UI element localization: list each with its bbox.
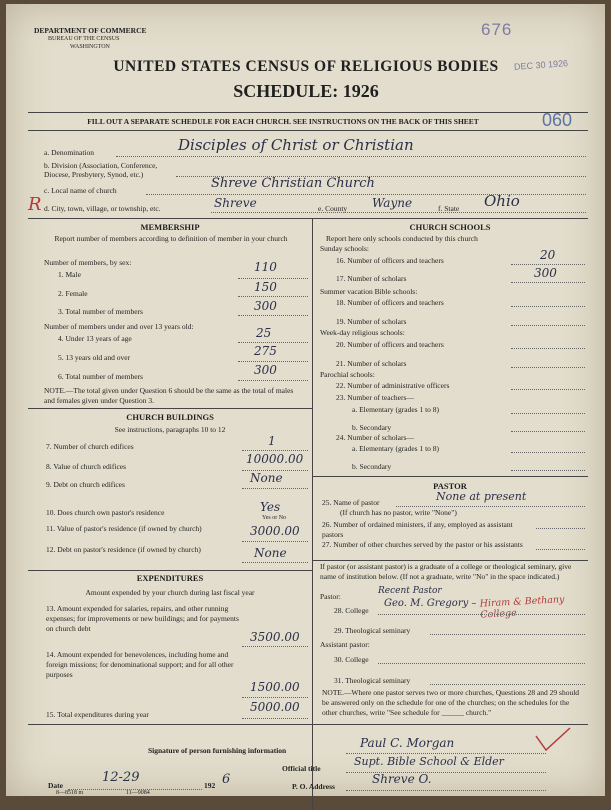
print-code: 8—8518 m (56, 790, 84, 796)
instruction-line: FILL OUT A SEPARATE SCHEDULE FOR EACH CHURCH. SEE INSTRUCTIONS ON THE BACK OF THIS SHEET (87, 117, 479, 126)
weekday-label: Week-day religious schools: (320, 328, 405, 337)
q31-label: 31. Theological seminary (334, 676, 411, 685)
year-suffix: 6 (222, 772, 231, 787)
q15-value: 5000.00 (250, 700, 300, 714)
q5-value: 275 (254, 344, 277, 358)
signature-value: Paul C. Morgan (360, 736, 455, 750)
assistant-label: Assistant pastor: (320, 640, 370, 649)
q13-value: 3500.00 (250, 630, 300, 644)
q7-value: 1 (268, 434, 276, 448)
denomination-value: Disciples of Christ or Christian (178, 136, 414, 154)
q2-label: 2. Female (58, 289, 88, 298)
church-name-value: Shreve Christian Church (211, 176, 375, 191)
q1-value: 110 (254, 260, 277, 274)
membership-note: NOTE.—The total given under Question 6 should be the same as the total of males and females given under Question 3. (44, 386, 294, 405)
q4-value: 25 (256, 326, 272, 340)
q8-label: 8. Value of church edifices (46, 462, 127, 471)
q26-label: 26. Number of ordained ministers, if any, employed as assistant pastors (322, 520, 513, 539)
print-code-2: 11—9084 (126, 790, 150, 796)
q28-value: Geo. M. Gregory – (384, 598, 477, 609)
q9-value: None (250, 471, 283, 485)
q25-label: 25. Name of pastor (322, 498, 380, 507)
r-mark: R (28, 194, 42, 215)
year-prefix: 192 (204, 781, 216, 790)
q19-label: 19. Number of scholars (336, 317, 407, 326)
q16-label: 16. Number of officers and teachers (336, 256, 444, 265)
po-address-label: P. O. Address (292, 782, 335, 791)
q25-note: (If church has no pastor, write "None") (340, 508, 457, 517)
q30-label: 30. College (334, 655, 369, 664)
pastor-note: NOTE.—Where one pastor serves two or more churches, Questions 28 and 29 should be answered only on the schedule for one of the churches; on the schedules for the other churches, write "See schedule for ______ church." (322, 688, 580, 717)
membership-heading: MEMBERSHIP (140, 222, 200, 232)
bureau-heading: BUREAU OF THE CENSUS (48, 36, 120, 42)
date-label: Date (48, 781, 63, 790)
buildings-sub: See instructions, paragraphs 10 to 12 (114, 425, 226, 434)
graduate-note: If pastor (or assistant pastor) is a graduate of a college or theological seminary, give name of institution below. (If not a graduate, write "No" in the space indicated.) (320, 562, 572, 581)
official-title-label: Official title (282, 764, 321, 773)
q22-label: 22. Number of administrative officers (336, 381, 450, 390)
q11-value: 3000.00 (250, 524, 300, 538)
signature-label: Signature of person furnishing information (148, 746, 287, 755)
pastor-heading: PASTOR (433, 481, 467, 491)
q29-label: 29. Theological seminary (334, 626, 411, 635)
pastor-sub-label: Pastor: (320, 592, 341, 601)
q10-label: 10. Does church own pastor's residence (46, 508, 165, 517)
q18-label: 18. Number of officers and teachers (336, 298, 444, 307)
official-title-value: Supt. Bible School & Elder (354, 755, 504, 768)
po-address-value: Shreve O. (372, 772, 432, 786)
state-label: f. State (438, 204, 460, 213)
q1-label: 1. Male (58, 270, 81, 279)
state-value: Ohio (484, 192, 520, 210)
city-label: d. City, town, village, or township, etc. (44, 204, 161, 213)
q10-value: Yes (260, 500, 281, 514)
q17-value: 300 (534, 266, 557, 280)
q23a-label: a. Elementary (grades 1 to 8) (352, 405, 440, 414)
q28-label: 28. College (334, 606, 369, 615)
q24-label: 24. Number of scholars— (336, 433, 414, 442)
form-title: UNITED STATES CENSUS OF RELIGIOUS BODIES (113, 58, 499, 75)
q15-label: 15. Total expenditures during year (46, 710, 149, 719)
q6-value: 300 (254, 363, 277, 377)
church-name-label: c. Local name of church (44, 186, 117, 195)
division-label: b. Division (Association, Conference, Diocese, Presbytery, Synod, etc.) (44, 161, 158, 179)
q4-label: 4. Under 13 years of age (58, 334, 132, 343)
county-label: e. County (318, 204, 348, 213)
q25-value: None at present (436, 490, 527, 503)
schools-intro: Report here only schools conducted by this church (326, 234, 478, 243)
q14-label: 14. Amount expended for benevolences, including home and foreign missions; for denominational support; and for all other purposes (46, 650, 234, 679)
age-heading: Number of members under and over 13 years old: (44, 322, 194, 331)
buildings-heading: CHURCH BUILDINGS (126, 412, 214, 422)
q28-college-value: Hiram & Bethany College (479, 594, 565, 621)
received-date-stamp: DEC 30 1926 (513, 58, 569, 72)
recent-pastor-note: Recent Pastor (378, 586, 442, 596)
q5-label: 5. 13 years old and over (58, 353, 131, 362)
q11-label: 11. Value of pastor's residence (if owned by church) (46, 524, 202, 533)
q6-label: 6. Total number of members (58, 372, 143, 381)
red-check-mark (534, 726, 574, 756)
date-value: 12-29 (102, 770, 140, 785)
q12-label: 12. Debt on pastor's residence (if owned by church) (46, 545, 201, 554)
q12-value: None (254, 546, 287, 560)
q24a-label: a. Elementary (grades 1 to 8) (352, 444, 440, 453)
q9-label: 9. Debt on church edifices (46, 480, 125, 489)
office-code-mark: 060 (542, 110, 573, 130)
q16-value: 20 (540, 248, 556, 262)
expenditures-heading: EXPENDITURES (136, 573, 204, 583)
q14-value: 1500.00 (250, 680, 300, 694)
q13-label: 13. Amount expended for salaries, repairs, and other running expenses; for improvements or new buildings; and for payments on church debt (46, 604, 239, 633)
q23b-label: b. Secondary (352, 423, 392, 432)
dept-heading: DEPARTMENT OF COMMERCE (34, 26, 147, 35)
parochial-label: Parochial schools: (320, 370, 375, 379)
census-schedule-sheet (6, 4, 605, 796)
yes-no-hint: Yes or No (262, 515, 287, 521)
schedule-title: SCHEDULE: 1926 (233, 81, 379, 101)
by-sex-label: Number of members, by sex: (44, 258, 132, 267)
q20-label: 20. Number of officers and teachers (336, 340, 444, 349)
q2-value: 150 (254, 280, 277, 294)
q23-label: 23. Number of teachers— (336, 393, 414, 402)
q21-label: 21. Number of scholars (336, 359, 407, 368)
schools-heading: CHURCH SCHOOLS (409, 222, 491, 232)
q8-value: 10000.00 (246, 452, 304, 466)
q3-label: 3. Total number of members (58, 307, 143, 316)
q27-label: 27. Number of other churches served by the pastor or his assistants (322, 540, 523, 549)
city-value: Shreve (214, 196, 257, 210)
membership-intro: Report number of members according to definition of member in your church (54, 234, 288, 243)
q24b-label: b. Secondary (352, 462, 392, 471)
county-value: Wayne (372, 196, 413, 210)
sunday-label: Sunday schools: (320, 244, 369, 253)
denomination-label: a. Denomination (44, 148, 94, 157)
summer-label: Summer vacation Bible schools: (320, 287, 418, 296)
expenditures-sub: Amount expended by your church during last fiscal year (85, 588, 255, 597)
q3-value: 300 (254, 299, 277, 313)
q17-label: 17. Number of scholars (336, 274, 407, 283)
q7-label: 7. Number of church edifices (46, 442, 134, 451)
city-heading: WASHINGTON (70, 44, 110, 50)
form-number: 676 (481, 20, 513, 39)
